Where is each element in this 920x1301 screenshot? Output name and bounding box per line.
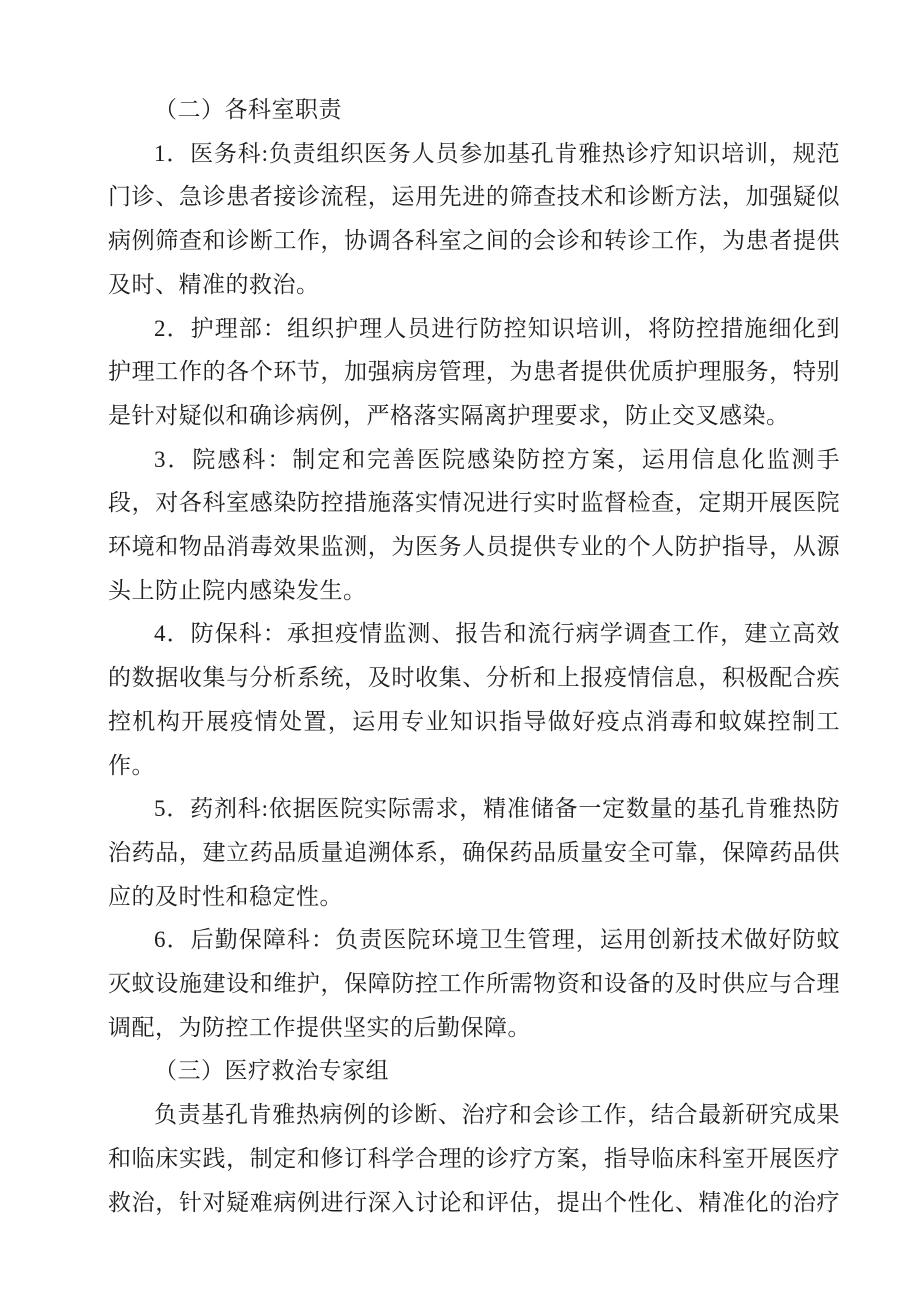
paragraph-7-expert-group-duties: 负责基孔肯雅热病例的诊断、治疗和会诊工作，结合最新研究成果和临床实践，制定和修订科学合理的诊疗方案，指导临床科室开展医疗救治，针对疑难病例进行深入讨论和评估，提出个性化、精准化的治疗 bbox=[108, 1102, 840, 1215]
paragraph-2-nursing-dept: 2．护理部：组织护理人员进行防控知识培训，将防控措施细化到护理工作的各个环节，加强病房管理，为患者提供优质护理服务，特别是针对疑似和确诊病例，严格落实隔离护理要求，防止交叉感染。 bbox=[108, 315, 840, 428]
paragraph-3-infection-control: 3．院感科：制定和完善医院感染防控方案，运用信息化监测手段，对各科室感染防控措施落实情况进行实时监督检查，定期开展医院环境和物品消毒效果监测，为医务人员提供专业的个人防护指导，从源头上防止院内感染发生。 bbox=[108, 446, 840, 603]
paragraph-5-pharmacy: 5．药剂科:依据医院实际需求，精准储备一定数量的基孔肯雅热防治药品，建立药品质量追溯体系，确保药品质量安全可靠，保障药品供应的及时性和稳定性。 bbox=[108, 796, 840, 909]
section-heading-departments-duties: （二）各科室职责 bbox=[154, 97, 342, 122]
section-heading-medical-expert-group: （三）医疗救治专家组 bbox=[154, 1058, 389, 1084]
paragraph-4-prevention-security: 4．防保科：承担疫情监测、报告和流行病学调查工作，建立高效的数据收集与分析系统，及时收集、分析和上报疫情信息，积极配合疾控机构开展疫情处置，运用专业知识指导做好疫点消毒和蚊媒控制工作。 bbox=[108, 621, 840, 778]
paragraph-1-medical-affairs: 1．医务科:负责组织医务人员参加基孔肯雅热诊疗知识培训，规范门诊、急诊患者接诊流程，运用先进的筛查技术和诊断方法，加强疑似病例筛查和诊断工作，协调各科室之间的会诊和转诊工作，为患者提供及时、精准的救治。 bbox=[108, 140, 840, 297]
paragraph-6-logistics-support: 6．后勤保障科：负责医院环境卫生管理，运用创新技术做好防蚊灭蚊设施建设和维护，保障防控工作所需物资和设备的及时供应与合理调配，为防控工作提供坚实的后勤保障。 bbox=[108, 927, 840, 1040]
